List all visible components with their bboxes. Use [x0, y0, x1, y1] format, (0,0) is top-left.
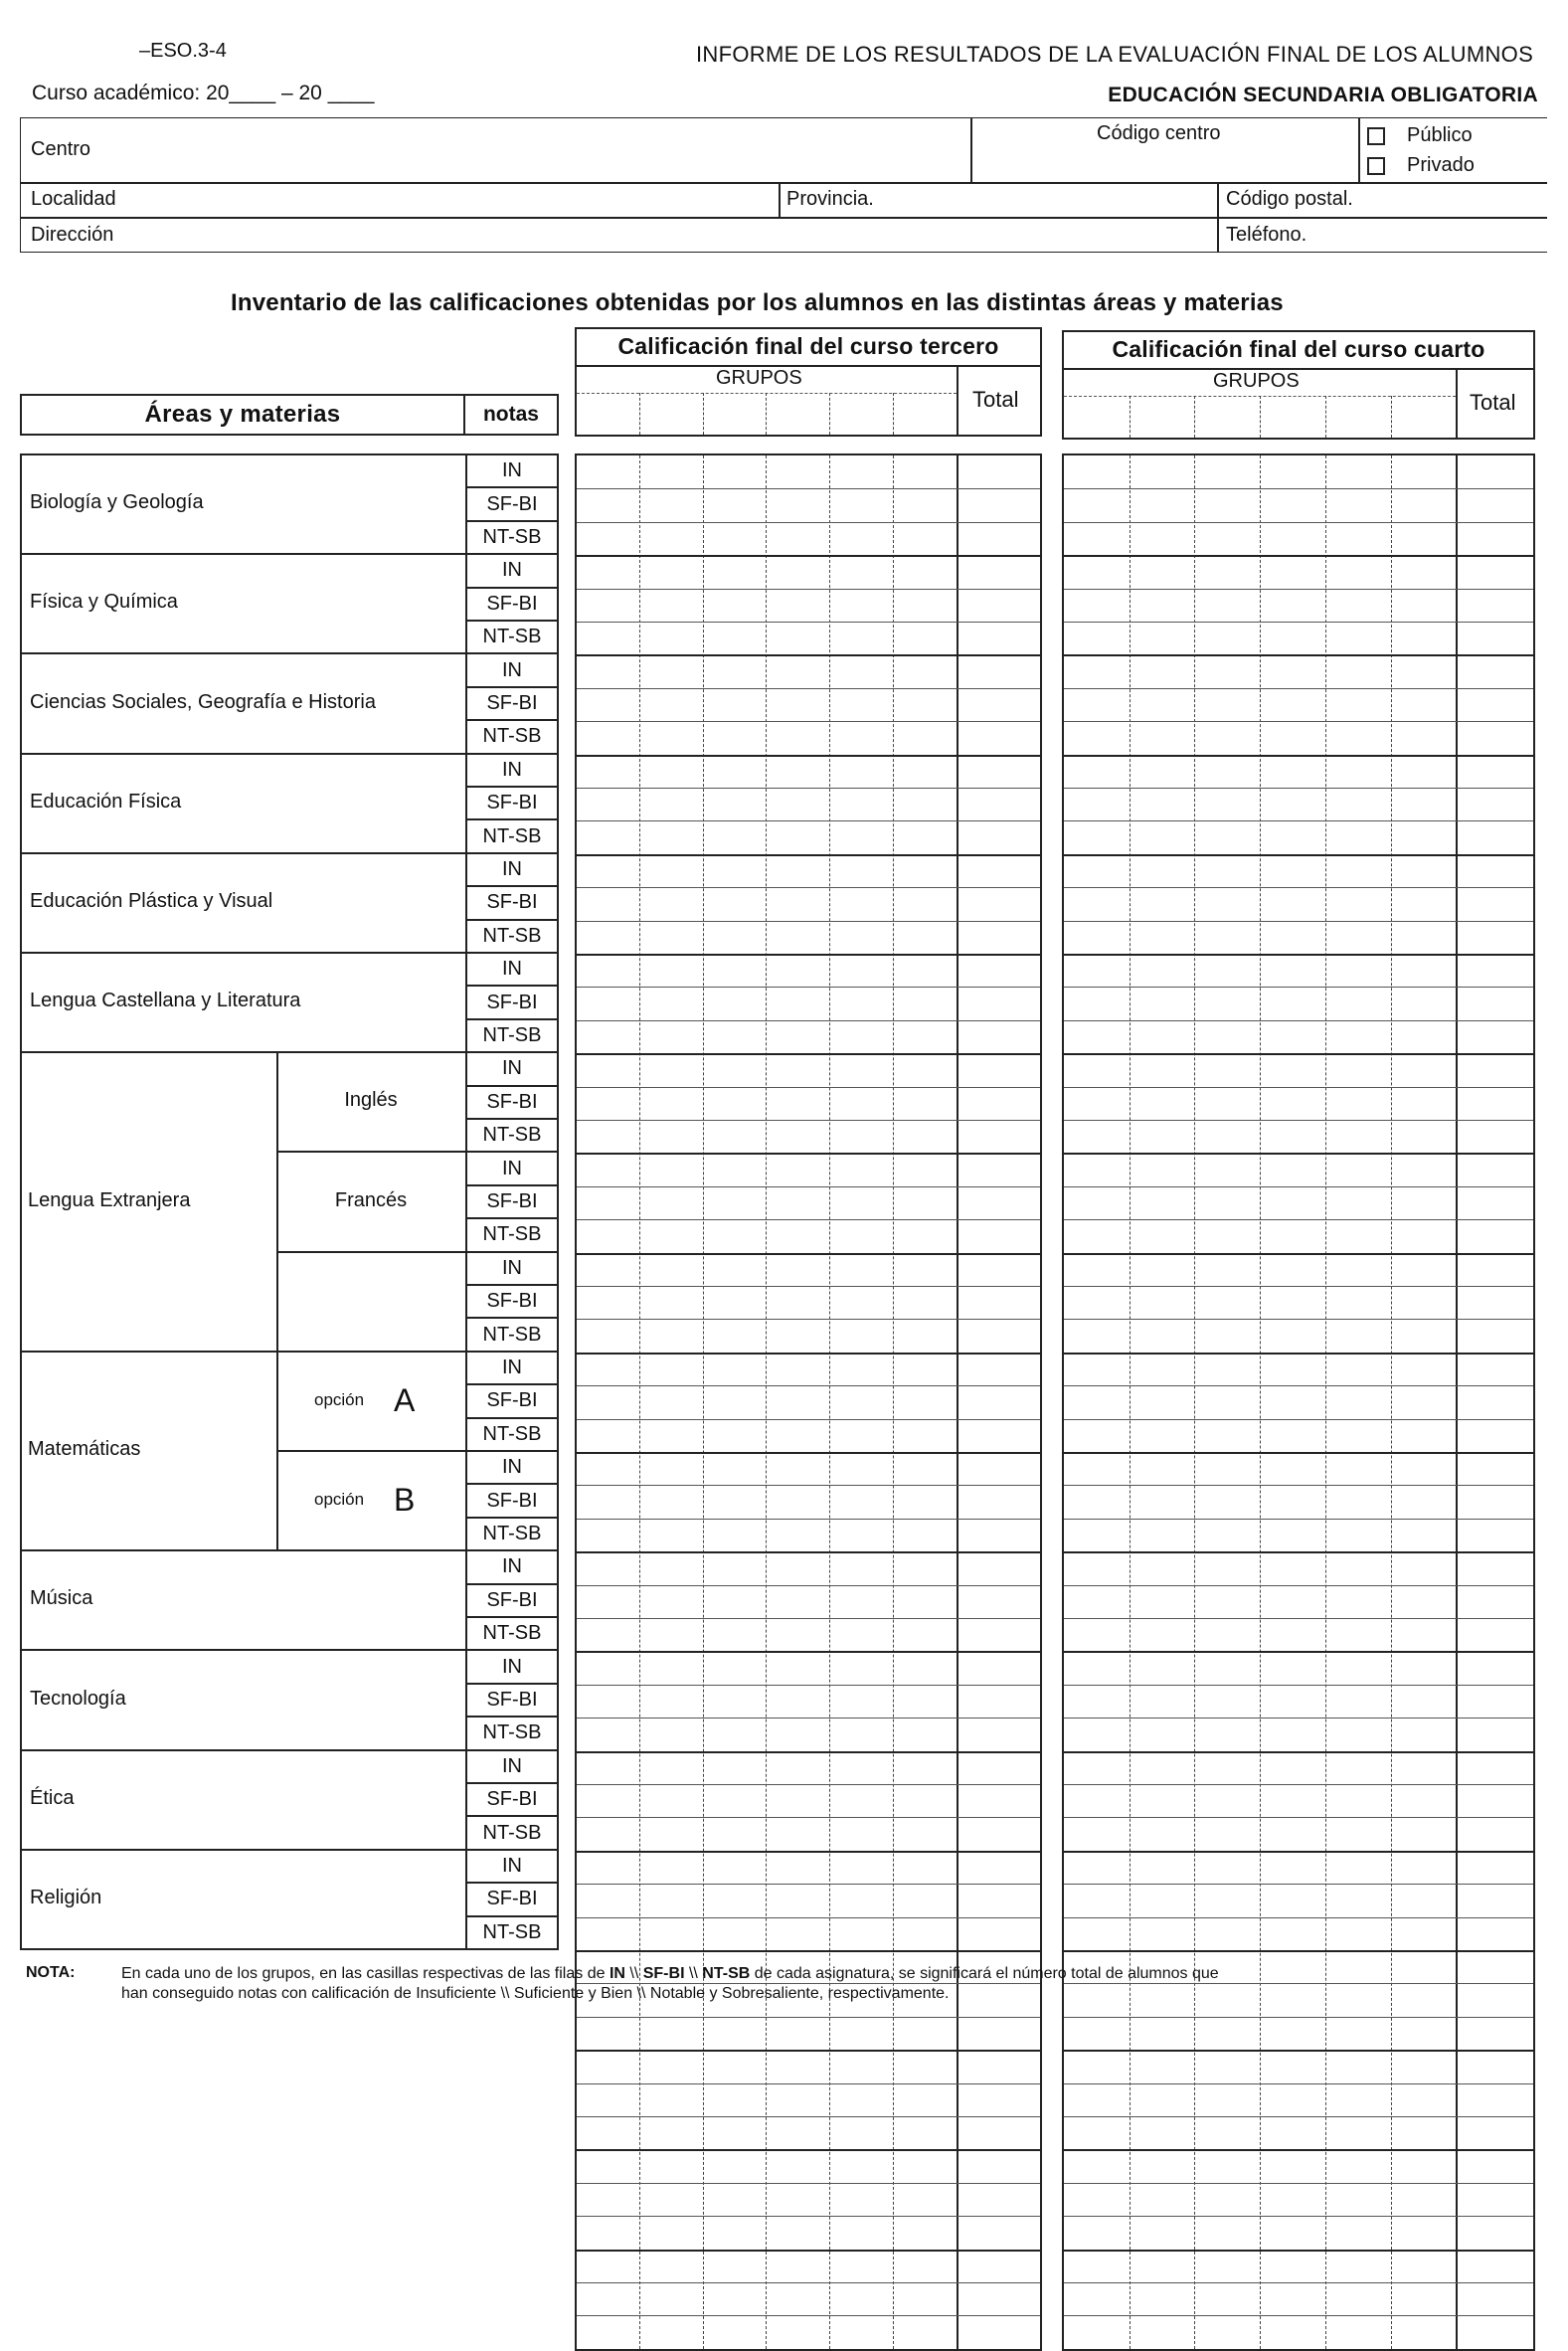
subject-1-name: Física y Química — [30, 591, 178, 614]
subject-6-1-grade-sf-bi: SF-BI — [465, 1184, 559, 1219]
subject-7-1-grade-sf-bi: SF-BI — [465, 1483, 559, 1518]
grid-row-line — [577, 1551, 1040, 1553]
grid-row-line — [1064, 854, 1533, 856]
subject-1-grade-nt-sb: NT-SB — [465, 620, 559, 654]
grid-row-line — [1064, 1784, 1533, 1785]
grid-row-line — [577, 1353, 1040, 1355]
subject-6-2-grade-nt-sb: NT-SB — [465, 1317, 559, 1352]
subject-1-grade-in: IN — [465, 553, 559, 588]
subject-7-0-grade-sf-bi: SF-BI — [465, 1383, 559, 1418]
grid-row-line — [577, 2050, 1040, 2052]
grid-column-line — [766, 455, 767, 2349]
grid-row-line — [1064, 1385, 1533, 1386]
subject-7-option-prefix: opción — [314, 1490, 365, 1510]
grid-row-line — [1064, 2315, 1533, 2316]
grid-row-line — [1064, 1618, 1533, 1619]
grid-row-line — [577, 1385, 1040, 1386]
subject-6-sub-divider — [276, 1251, 465, 1253]
grid-row-line — [1064, 788, 1533, 789]
grid-row-line — [1064, 1884, 1533, 1885]
areas-header: Áreas y materias — [20, 394, 465, 436]
subject-11-name: Religión — [30, 1886, 102, 1908]
grid-row-line — [577, 2149, 1040, 2151]
education-level: EDUCACIÓN SECUNDARIA OBLIGATORIA — [1108, 84, 1538, 106]
grid-row-line — [577, 488, 1040, 489]
form-code: –ESO.3-4 — [139, 40, 227, 62]
grid-row-line — [577, 1784, 1040, 1785]
publico-label: Público — [1407, 124, 1473, 146]
grid-row-line — [577, 688, 1040, 689]
grid-row-line — [1064, 1950, 1533, 1952]
grid-row-line — [1064, 589, 1533, 590]
subject-6-sub-name: Inglés — [344, 1089, 398, 1112]
academic-year-field[interactable]: Curso académico: 20____ – 20 ____ — [32, 82, 375, 104]
subject-10-name: Ética — [30, 1786, 75, 1809]
grid-row-line — [577, 887, 1040, 888]
fourth-year-total-label: Total — [1470, 390, 1516, 415]
third-year-header — [575, 327, 1042, 437]
grid-row-line — [577, 622, 1040, 623]
grid-row-line — [577, 1651, 1040, 1653]
grid-row-line — [1064, 2050, 1533, 2052]
grid-row-line — [1064, 654, 1533, 656]
subject-8-grade-nt-sb: NT-SB — [465, 1616, 559, 1651]
grid-row-line — [577, 1286, 1040, 1287]
subject-9-grade-in: IN — [465, 1649, 559, 1684]
subject-0-name: Biología y Geología — [30, 491, 204, 514]
centro-field[interactable]: Centro — [31, 138, 91, 160]
grid-column-line — [703, 455, 704, 2349]
grid-row-line — [577, 2116, 1040, 2117]
total-column-line — [1456, 455, 1458, 2349]
subject-10-grade-in: IN — [465, 1749, 559, 1784]
grid-row-line — [1064, 1585, 1533, 1586]
grid-row-line — [577, 1917, 1040, 1918]
subject-4-grade-sf-bi: SF-BI — [465, 885, 559, 920]
grid-row-line — [1064, 2017, 1533, 2018]
grid-row-line — [577, 1053, 1040, 1055]
grid-row-line — [1064, 1651, 1533, 1653]
grid-row-line — [1064, 887, 1533, 888]
grid-column-line — [1391, 455, 1392, 2349]
grid-row-line — [577, 987, 1040, 988]
subject-11-grade-sf-bi: SF-BI — [465, 1882, 559, 1916]
subject-8-grade-in: IN — [465, 1549, 559, 1584]
grid-row-line — [1064, 2282, 1533, 2283]
grid-row-line — [1064, 2149, 1533, 2151]
subject-10-grade-nt-sb: NT-SB — [465, 1815, 559, 1850]
codigo-postal-field[interactable]: Código postal. — [1226, 188, 1353, 210]
subject-7-1-grade-nt-sb: NT-SB — [465, 1517, 559, 1551]
subject-2-grade-sf-bi: SF-BI — [465, 686, 559, 721]
grid-row-line — [577, 1817, 1040, 1818]
fourth-year-grupos-label: GRUPOS — [1213, 370, 1300, 392]
subject-4-grade-in: IN — [465, 852, 559, 887]
total-column-line — [957, 455, 958, 2349]
privado-label: Privado — [1407, 154, 1475, 176]
subject-7-option-letter: A — [394, 1381, 416, 1418]
subject-8-grade-sf-bi: SF-BI — [465, 1583, 559, 1618]
subject-7-option-prefix: opción — [314, 1389, 365, 1409]
subject-9-grade-sf-bi: SF-BI — [465, 1683, 559, 1718]
grid-row-line — [577, 1419, 1040, 1420]
grid-row-line — [1064, 622, 1533, 623]
grid-row-line — [1064, 2216, 1533, 2217]
grid-row-line — [577, 954, 1040, 956]
third-year-grupos-label: GRUPOS — [716, 367, 802, 389]
subject-6-1-grade-in: IN — [465, 1151, 559, 1185]
grid-row-line — [577, 2017, 1040, 2018]
grid-row-line — [1064, 1519, 1533, 1520]
grid-row-line — [1064, 1253, 1533, 1255]
third-year-total-label: Total — [972, 387, 1019, 412]
grid-row-line — [1064, 1219, 1533, 1220]
grid-row-line — [1064, 2250, 1533, 2252]
grid-row-line — [1064, 921, 1533, 922]
subject-3-grade-sf-bi: SF-BI — [465, 786, 559, 820]
subject-7-option-letter: B — [394, 1482, 416, 1519]
localidad-field[interactable]: Localidad — [31, 188, 116, 210]
grid-row-line — [1064, 1851, 1533, 1853]
privado-checkbox[interactable] — [1367, 157, 1385, 175]
privado-option[interactable] — [1367, 154, 1475, 177]
subject-0-grade-nt-sb: NT-SB — [465, 520, 559, 555]
grid-row-line — [577, 1884, 1040, 1885]
grid-row-line — [1064, 1153, 1533, 1155]
grid-row-line — [577, 1519, 1040, 1520]
grid-row-line — [1064, 1419, 1533, 1420]
fourth-year-grid[interactable] — [1062, 453, 1535, 2351]
report-title: INFORME DE LOS RESULTADOS DE LA EVALUACIÓN FINAL DE LOS ALUMNOS — [696, 42, 1534, 67]
grid-row-line — [1064, 954, 1533, 956]
grid-row-line — [577, 1020, 1040, 1021]
grid-row-line — [1064, 488, 1533, 489]
grid-row-line — [577, 1950, 1040, 1952]
subject-7-0-grade-nt-sb: NT-SB — [465, 1417, 559, 1452]
grid-row-line — [1064, 1817, 1533, 1818]
direccion-field[interactable]: Dirección — [31, 224, 114, 246]
subject-3-name: Educación Física — [30, 790, 182, 813]
fourth-year-header — [1062, 330, 1535, 440]
center-info-box — [20, 117, 1547, 253]
grid-row-line — [1064, 1053, 1533, 1055]
grid-column-line — [1260, 455, 1261, 2349]
grid-row-line — [577, 1585, 1040, 1586]
grid-row-line — [577, 2282, 1040, 2283]
grid-row-line — [1064, 1551, 1533, 1553]
grid-row-line — [1064, 2116, 1533, 2117]
inventory-title: Inventario de las calificaciones obtenidas por los alumnos en las distintas áreas y materias — [231, 289, 1284, 316]
note-label: NOTA: — [26, 1964, 76, 1981]
third-year-grid[interactable] — [575, 453, 1042, 2351]
subject-11-grade-nt-sb: NT-SB — [465, 1915, 559, 1950]
subject-6-2-grade-sf-bi: SF-BI — [465, 1284, 559, 1319]
subject-9-name: Tecnología — [30, 1687, 126, 1710]
subject-8-name: Música — [30, 1587, 93, 1610]
grid-row-line — [1064, 1020, 1533, 1021]
subject-4-grade-nt-sb: NT-SB — [465, 919, 559, 954]
subject-6-0-grade-sf-bi: SF-BI — [465, 1085, 559, 1120]
grid-row-line — [577, 2216, 1040, 2217]
note-text: En cada uno de los grupos, en las casillas respectivas de las filas de IN \\ SF-BI \\ NT-SB de cada asignatura, se significará el número total de alumnos que han conseguido notas con calificación de Insuficiente \\ Suficiente y Bien \\ Notable y Sobresaliente, respectivamente. — [121, 1965, 1219, 2002]
grid-row-line — [1064, 1917, 1533, 1918]
grid-column-line — [829, 455, 830, 2349]
grid-row-line — [1064, 1685, 1533, 1686]
publico-checkbox[interactable] — [1367, 127, 1385, 145]
grid-row-line — [577, 2183, 1040, 2184]
grid-row-line — [577, 1851, 1040, 1853]
subject-6-name: Lengua Extranjera — [28, 1188, 191, 1211]
grid-row-line — [577, 921, 1040, 922]
grid-row-line — [1064, 1751, 1533, 1753]
grid-row-line — [1064, 1485, 1533, 1486]
grid-row-line — [577, 1485, 1040, 1486]
grid-row-line — [1064, 1319, 1533, 1320]
grid-row-line — [577, 721, 1040, 722]
grid-row-line — [1064, 1286, 1533, 1287]
subject-4-name: Educación Plástica y Visual — [30, 889, 273, 912]
grid-row-line — [577, 1120, 1040, 1121]
third-year-title: Calificación final del curso tercero — [617, 333, 999, 359]
grid-row-line — [577, 522, 1040, 523]
provincia-field[interactable]: Provincia. — [786, 188, 874, 210]
subject-6-sub-divider — [276, 1151, 465, 1153]
grid-row-line — [1064, 555, 1533, 557]
grid-row-line — [577, 1452, 1040, 1454]
subject-11-grade-in: IN — [465, 1849, 559, 1884]
grid-row-line — [1064, 522, 1533, 523]
grid-row-line — [1064, 688, 1533, 689]
grid-row-line — [577, 1319, 1040, 1320]
grid-row-line — [1064, 1087, 1533, 1088]
grid-row-line — [1064, 1452, 1533, 1454]
grid-row-line — [577, 2315, 1040, 2316]
grid-row-line — [577, 1685, 1040, 1686]
grid-row-line — [1064, 721, 1533, 722]
subject-5-grade-in: IN — [465, 952, 559, 987]
subject-10-block — [20, 1749, 465, 1851]
grid-row-line — [577, 2083, 1040, 2084]
subject-7-0-grade-in: IN — [465, 1351, 559, 1385]
subject-3-grade-nt-sb: NT-SB — [465, 818, 559, 853]
grid-row-line — [1064, 1120, 1533, 1121]
subject-0-grade-in: IN — [465, 453, 559, 488]
subject-2-grade-in: IN — [465, 652, 559, 687]
subject-2-grade-nt-sb: NT-SB — [465, 719, 559, 754]
subject-5-grade-sf-bi: SF-BI — [465, 985, 559, 1019]
subject-10-grade-sf-bi: SF-BI — [465, 1782, 559, 1817]
codigo-centro-field[interactable]: Código centro — [1097, 122, 1221, 144]
grid-row-line — [577, 555, 1040, 557]
grid-row-line — [577, 788, 1040, 789]
grid-row-line — [577, 2250, 1040, 2252]
grid-row-line — [577, 854, 1040, 856]
grid-row-line — [577, 654, 1040, 656]
grid-column-line — [1130, 455, 1131, 2349]
grid-row-line — [577, 1253, 1040, 1255]
grid-column-line — [1194, 455, 1195, 2349]
grid-row-line — [577, 1087, 1040, 1088]
subject-5-grade-nt-sb: NT-SB — [465, 1018, 559, 1053]
grid-row-line — [577, 1751, 1040, 1753]
grid-row-line — [577, 1219, 1040, 1220]
grid-row-line — [1064, 820, 1533, 821]
subject-3-grade-in: IN — [465, 753, 559, 788]
grid-row-line — [577, 755, 1040, 757]
grid-row-line — [577, 1618, 1040, 1619]
subject-0-grade-sf-bi: SF-BI — [465, 486, 559, 521]
grid-row-line — [577, 589, 1040, 590]
subject-6-sub-name: Francés — [334, 1188, 408, 1211]
subject-6-2-grade-in: IN — [465, 1251, 559, 1286]
grid-row-line — [1064, 987, 1533, 988]
grid-row-line — [577, 820, 1040, 821]
grid-column-line — [639, 455, 640, 2349]
subject-6-0-grade-in: IN — [465, 1051, 559, 1086]
subject-7-1-grade-in: IN — [465, 1450, 559, 1485]
grid-column-line — [893, 455, 894, 2349]
subject-6-1-grade-nt-sb: NT-SB — [465, 1217, 559, 1252]
fourth-year-title: Calificación final del curso cuarto — [1112, 336, 1485, 362]
grid-column-line — [1325, 455, 1326, 2349]
publico-option[interactable] — [1367, 124, 1473, 147]
grid-row-line — [1064, 1186, 1533, 1187]
grid-row-line — [1064, 2083, 1533, 2084]
telefono-field[interactable]: Teléfono. — [1226, 224, 1307, 246]
subject-9-grade-nt-sb: NT-SB — [465, 1716, 559, 1750]
subject-7-name: Matemáticas — [28, 1438, 141, 1460]
grid-row-line — [1064, 755, 1533, 757]
subject-1-grade-sf-bi: SF-BI — [465, 587, 559, 622]
notas-header: notas — [465, 394, 559, 436]
subject-6-0-grade-nt-sb: NT-SB — [465, 1118, 559, 1153]
subject-7-sub-divider — [276, 1450, 465, 1452]
subject-2-name: Ciencias Sociales, Geografía e Historia — [30, 690, 376, 713]
grid-row-line — [1064, 1353, 1533, 1355]
grid-row-line — [577, 1186, 1040, 1187]
grid-row-line — [1064, 2183, 1533, 2184]
subject-5-name: Lengua Castellana y Literatura — [30, 990, 301, 1012]
grid-row-line — [577, 1153, 1040, 1155]
